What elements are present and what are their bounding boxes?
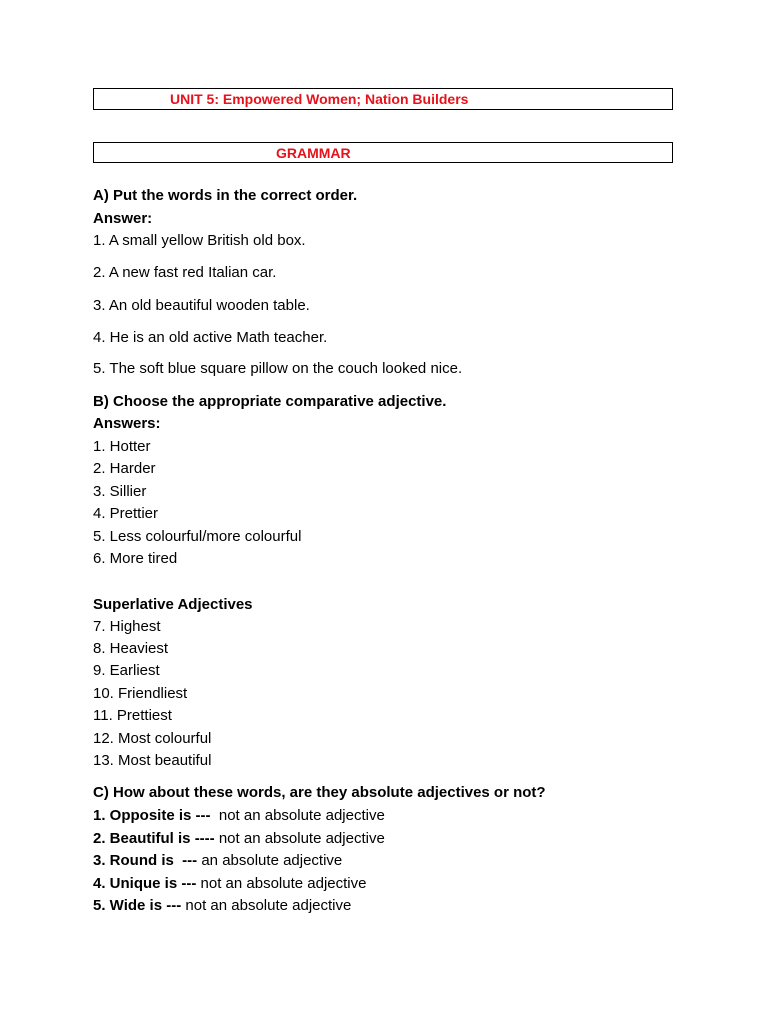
part-a-answer-3: 3. An old beautiful wooden table.: [93, 297, 310, 314]
superlative-answer-13: 13. Most beautiful: [93, 752, 212, 769]
part-a-answer-2: 2. A new fast red Italian car.: [93, 264, 277, 281]
part-c-item-1-label: 1. Opposite is ---: [93, 807, 211, 824]
part-b-answer-4: 4. Prettier: [93, 505, 159, 522]
part-a-heading: A) Put the words in the correct order.: [93, 187, 358, 204]
part-b-answer-5: 5. Less colourful/more colourful: [93, 528, 302, 545]
superlative-heading: Superlative Adjectives: [93, 596, 253, 613]
part-a-answer-1: 1. A small yellow British old box.: [93, 232, 306, 249]
superlative-answer-8: 8. Heaviest: [93, 640, 169, 657]
part-b-answer-6: 6. More tired: [93, 550, 178, 567]
part-b-heading: B) Choose the appropriate comparative adjective.: [93, 393, 447, 410]
part-c-item-5-label: 5. Wide is ---: [93, 897, 182, 914]
part-b-answer-label: Answers:: [93, 415, 161, 432]
part-b-answer-2: 2. Harder: [93, 460, 156, 477]
part-c-item-4-answer: not an absolute adjective: [200, 875, 367, 892]
unit-title-box: [93, 88, 673, 110]
superlative-answer-7: 7. Highest: [93, 618, 161, 635]
part-c-item-3-answer: an absolute adjective: [201, 852, 343, 869]
part-c-item-4-label: 4. Unique is ---: [93, 875, 197, 892]
part-b-answer-1: 1. Hotter: [93, 438, 151, 455]
section-title: GRAMMAR: [276, 145, 351, 161]
part-c-item-2: [93, 829, 385, 849]
superlative-answer-12: 12. Most colourful: [93, 730, 212, 747]
part-c-item-4: [93, 874, 366, 894]
part-c-heading: C) How about these words, are they absolute adjectives or not?: [93, 784, 546, 801]
part-c-item-1-answer: not an absolute adjective: [214, 807, 385, 824]
part-c-item-1: [93, 806, 385, 826]
part-c-item-5-answer: not an absolute adjective: [185, 897, 352, 914]
superlative-answer-11: 11. Prettiest: [93, 707, 172, 724]
part-c-item-5: [93, 896, 351, 916]
part-a-answer-label: Answer:: [93, 210, 153, 227]
part-c-item-3-label: 3. Round is ---: [93, 852, 198, 869]
unit-title: UNIT 5: Empowered Women; Nation Builders: [170, 91, 469, 107]
part-a-answer-4: 4. He is an old active Math teacher.: [93, 329, 328, 346]
section-title-box: [93, 142, 673, 163]
part-c-item-2-answer: not an absolute adjective: [218, 830, 385, 847]
part-c-item-2-label: 2. Beautiful is ----: [93, 830, 215, 847]
superlative-answer-10: 10. Friendliest: [93, 685, 188, 702]
part-a-answer-5: 5. The soft blue square pillow on the couch looked nice.: [93, 360, 463, 377]
superlative-answer-9: 9. Earliest: [93, 662, 160, 679]
part-b-answer-3: 3. Sillier: [93, 483, 147, 500]
part-c-item-3: [93, 851, 342, 871]
